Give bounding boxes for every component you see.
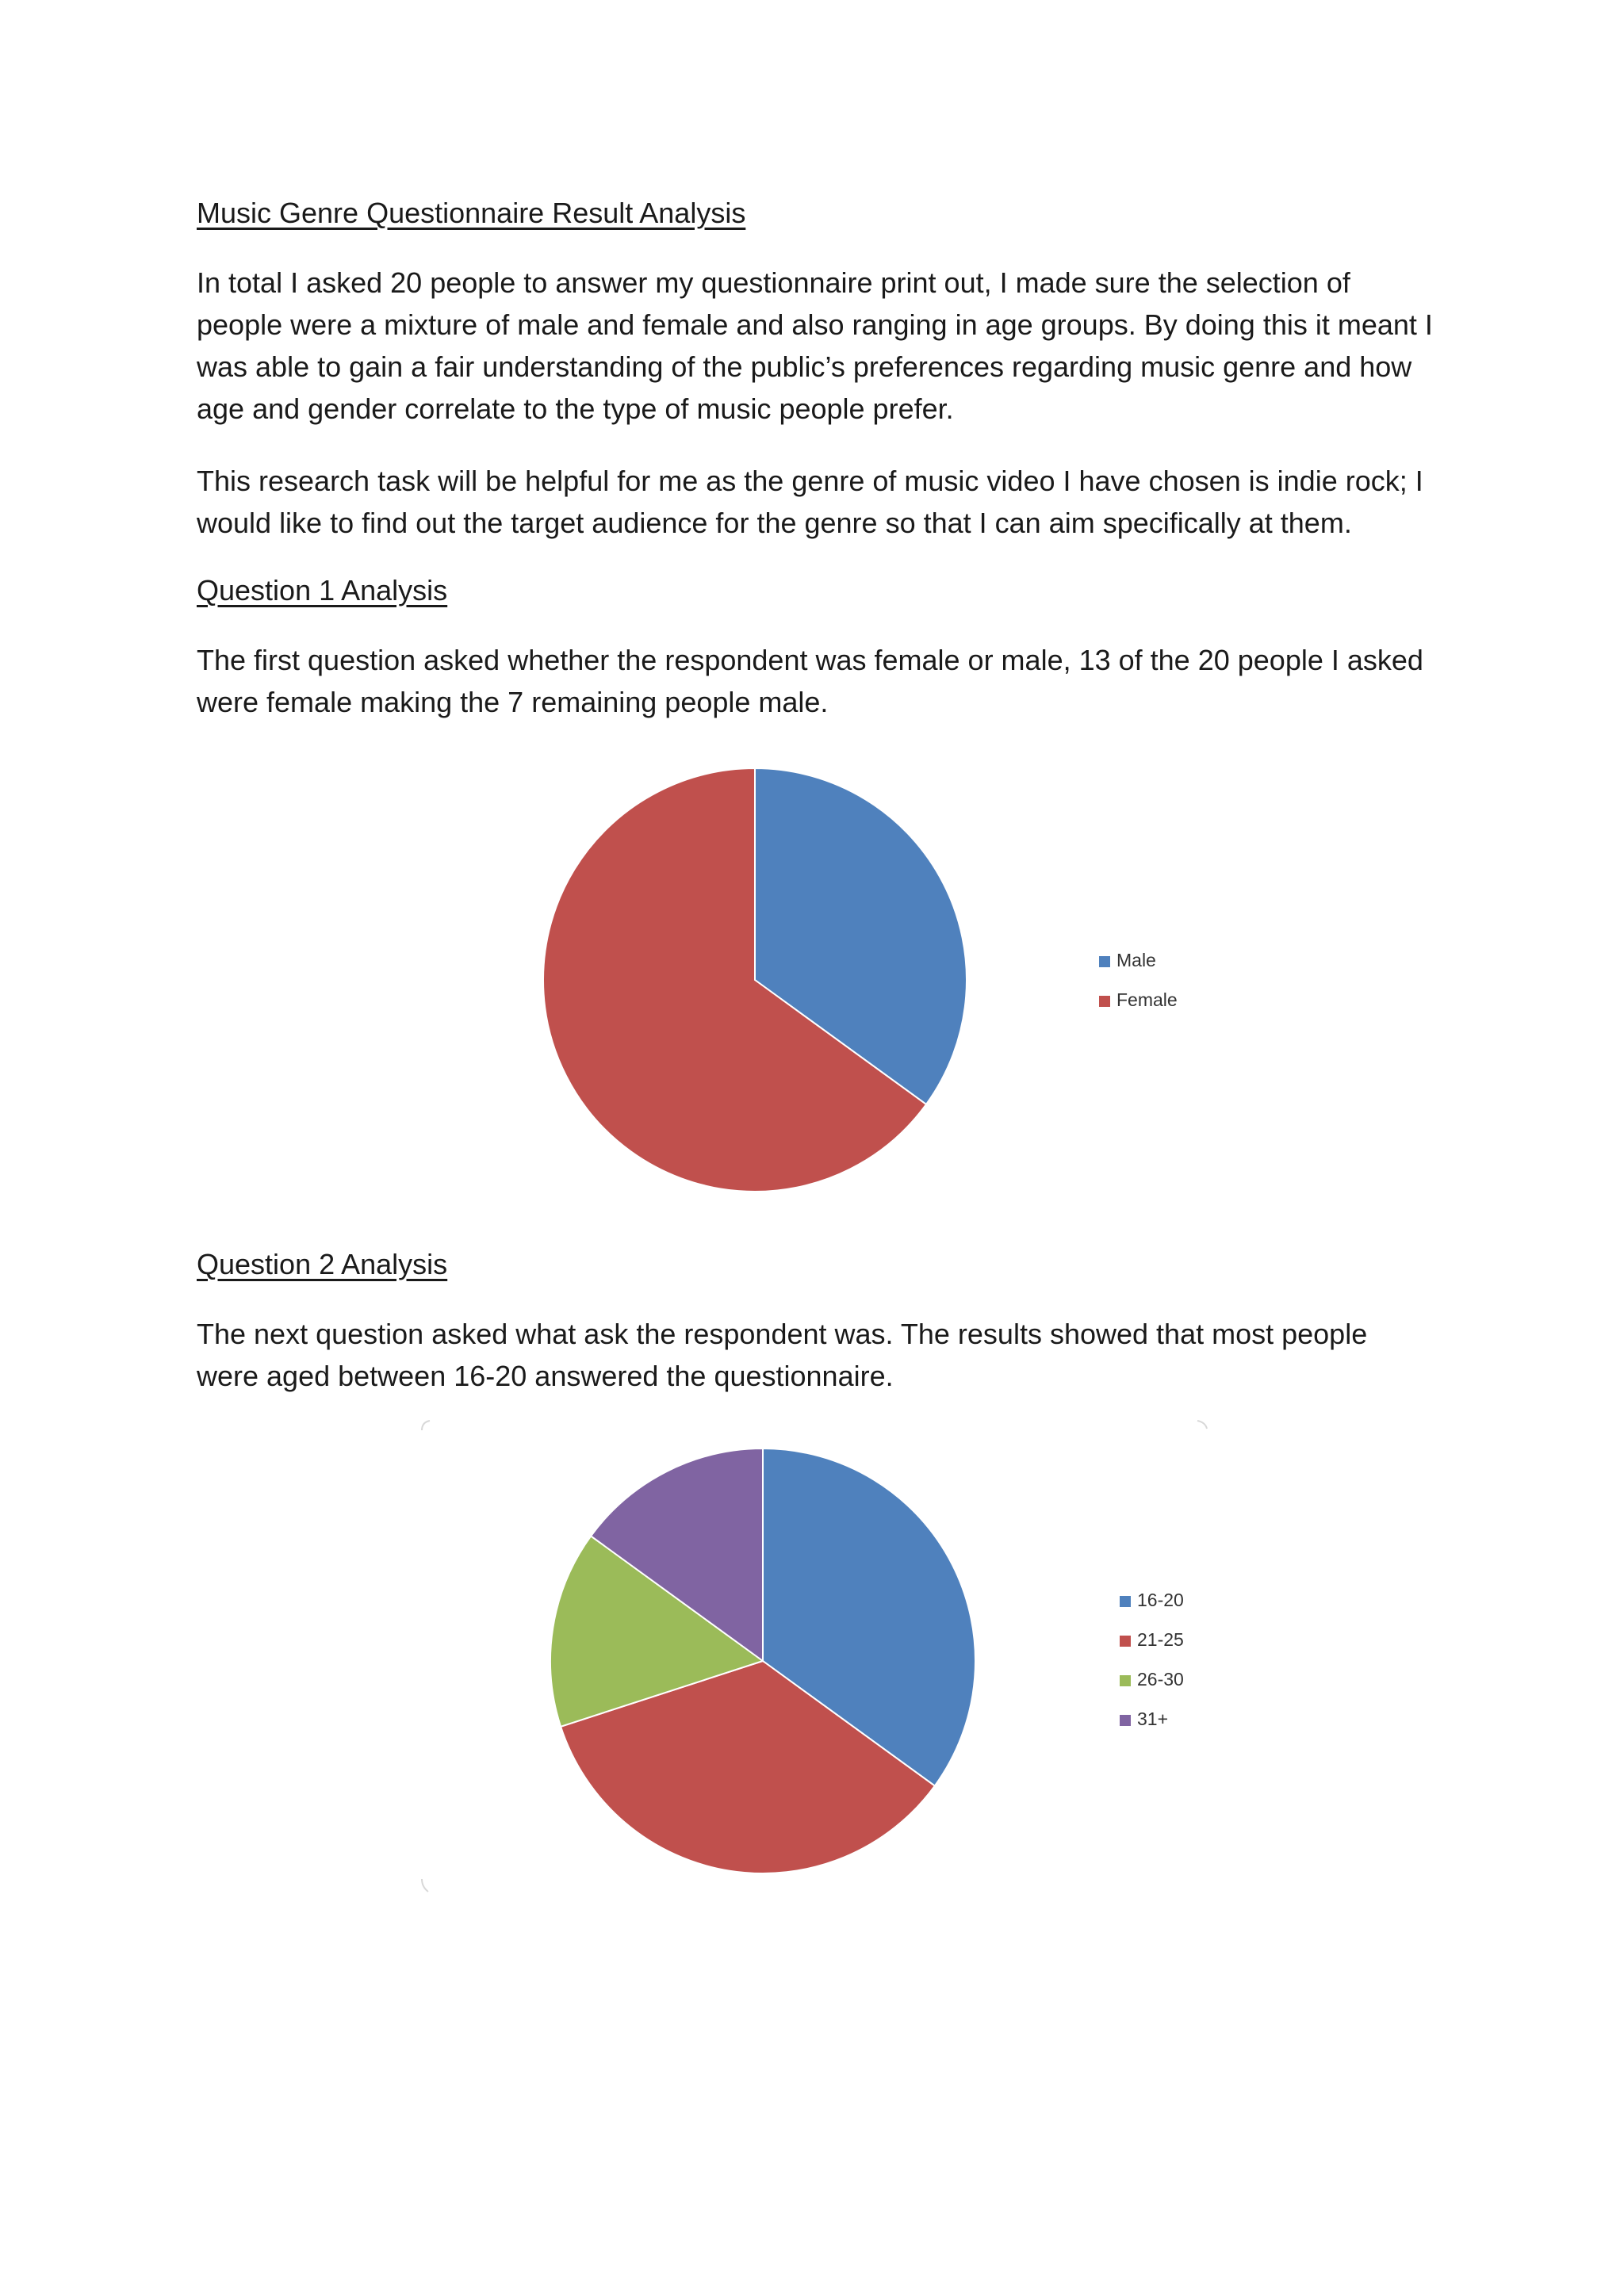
question-1-heading: Question 1 Analysis xyxy=(197,574,448,607)
document-title: Music Genre Questionnaire Result Analysis xyxy=(197,197,746,229)
question-1-paragraph: The first question asked whether the respondent was female or male, 13 of the 20 people I asked were female making the 7 remaining people male. xyxy=(197,644,1423,718)
legend-label: Male xyxy=(1116,950,1156,970)
chart-frame-corner xyxy=(422,1421,430,1430)
question-2-heading: Question 2 Analysis xyxy=(197,1248,448,1280)
legend-label: Female xyxy=(1116,989,1178,1010)
chart-frame-corner xyxy=(422,1879,428,1892)
legend-label: 26-30 xyxy=(1137,1669,1184,1689)
legend-swatch xyxy=(1099,956,1110,967)
legend-label: 31+ xyxy=(1137,1709,1169,1729)
legend-swatch xyxy=(1099,996,1110,1007)
gender-pie-chart xyxy=(476,745,1269,1205)
legend-swatch xyxy=(1120,1636,1131,1647)
age-pie-chart xyxy=(420,1419,1213,1895)
intro-paragraph: In total I asked 20 people to answer my questionnaire print out, I made sure the selection of people were a mixture of male and female and also ranging in age groups. By doing this it meant I was able to gain a fair understanding of the public’s preferences regarding music genre and how age and gender correlate to the type of music people prefer. xyxy=(197,266,1433,425)
legend-label: 21-25 xyxy=(1137,1629,1184,1650)
legend-swatch xyxy=(1120,1675,1131,1686)
question-2-paragraph: The next question asked what ask the respondent was. The results showed that most people were aged between 16-20 answered the questionnaire. xyxy=(197,1318,1368,1392)
legend-label: 16-20 xyxy=(1137,1590,1184,1610)
legend-swatch xyxy=(1120,1596,1131,1607)
chart-frame-corner xyxy=(1197,1421,1207,1429)
legend-swatch xyxy=(1120,1715,1131,1726)
purpose-paragraph: This research task will be helpful for me as the genre of music video I have chosen is indie rock; I would like to find out the target audience for the genre so that I can aim specifically at them. xyxy=(197,465,1423,539)
